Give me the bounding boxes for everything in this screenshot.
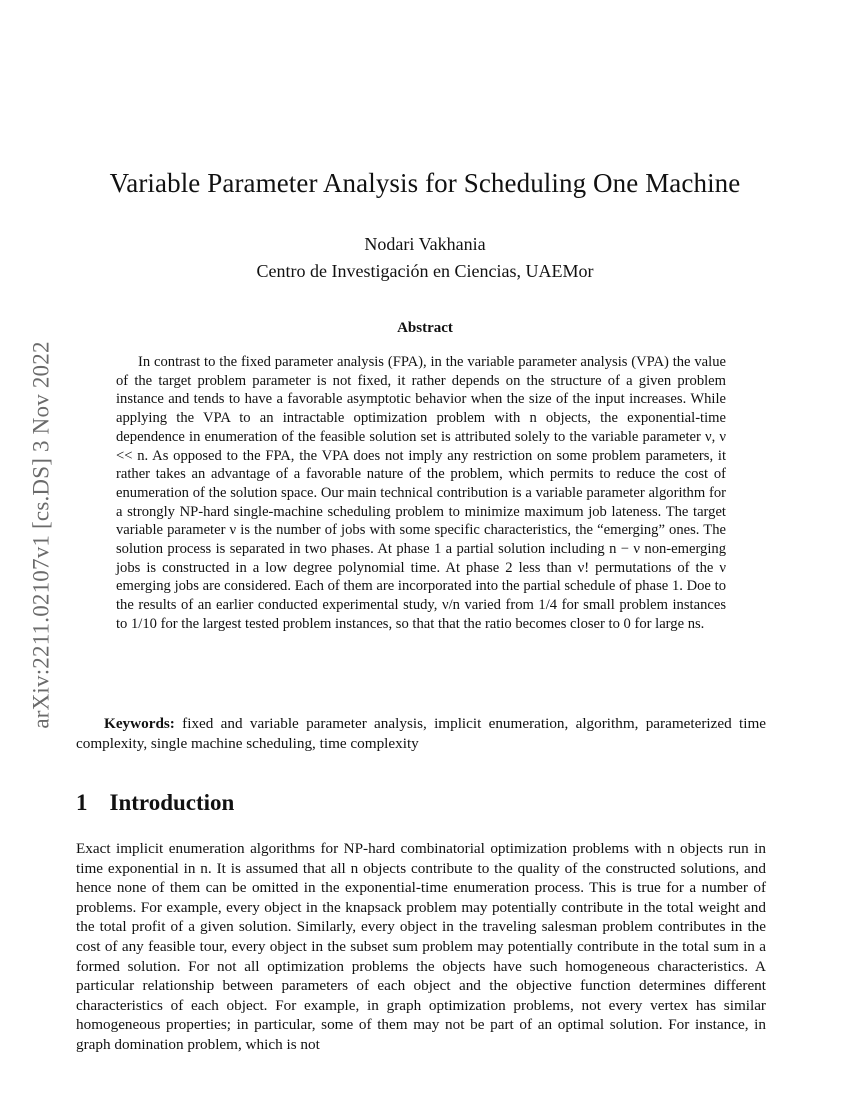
author-affiliation: Centro de Investigación en Ciencias, UAEMor xyxy=(256,261,594,281)
author-block xyxy=(60,231,790,285)
section-heading xyxy=(76,790,234,816)
keywords-label: Keywords: xyxy=(104,715,175,732)
arxiv-identifier xyxy=(18,295,66,775)
abstract-heading: Abstract xyxy=(397,320,453,336)
paper-title: Variable Parameter Analysis for Scheduling One Machine xyxy=(109,168,741,198)
keywords xyxy=(76,714,766,753)
section-number: 1 xyxy=(76,790,88,815)
author-name: Nodari Vakhania xyxy=(364,234,486,254)
abstract-text: In contrast to the fixed parameter analysis (FPA), in the variable parameter analysis (VPA) the value of the target problem parameter is not fixed, it rather depends on the structure of a given problem instance and tends to have a favorable asymptotic behavior when the size of the input increases. While applying the VPA to an intractable optimization problem with n objects, the exponential-time dependence in enumeration of the feasible solution set is attributed solely to the variable parameter ν, ν << n. As opposed to the FPA, the VPA does not imply any restriction on some problem parameters, it rather takes an advantage of a favorable nature of the problem, which permits to reduce the cost of enumeration of the solution space. Our main technical contribution is a variable parameter algorithm for a strongly NP-hard single-machine scheduling problem to minimize maximum job lateness. The target variable parameter ν is the number of jobs with some specific characteristics, the “emerging” ones. The solution process is separated in two phases. At phase 1 a partial solution including n − ν non-emerging jobs is constructed in a low degree polynomial time. At phase 2 less than ν! permutations of the ν emerging jobs are considered. Each of them are incorporated into the partial schedule of phase 1. Doe to the results of an earlier conducted experimental study, ν/n varied from 1/4 for small problem instances to 1/10 for the largest tested problem instances, so that that the ratio becomes closer to 0 for large ns. xyxy=(116,354,726,632)
arxiv-identifier-text: arXiv:2211.02107v1 [cs.DS] 3 Nov 2022 xyxy=(29,341,55,729)
keywords-text: fixed and variable parameter analysis, implicit enumeration, algorithm, parameterized time complexity, single machine scheduling, time complexity xyxy=(76,715,766,752)
section-title: Introduction xyxy=(109,790,235,815)
intro-paragraph: Exact implicit enumeration algorithms for NP-hard combinatorial optimization problems with n objects run in time exponential in n. It is assumed that all n objects contribute to the quality of the constructed solutions, and hence none of them can be omitted in the exponential-time enumeration process. This is true for a number of problems. For example, every object in the knapsack problem may potentially contribute in the total weight and the total profit of a given solution. Similarly, every object in the traveling salesman problem contributes in the cost of any feasible tour, every object in the subset sum problem may potentially contribute in the total sum in a formed solution. For not all optimization problems the objects have such homogeneous characteristics. A particular relationship between parameters of each object and the objective function determines different characteristics of each object. For example, in graph optimization problems, not every vertex has similar homogeneous properties; in particular, some of them may not be part of an optimal solution. For instance, in graph domination problem, which is not xyxy=(76,840,766,1053)
